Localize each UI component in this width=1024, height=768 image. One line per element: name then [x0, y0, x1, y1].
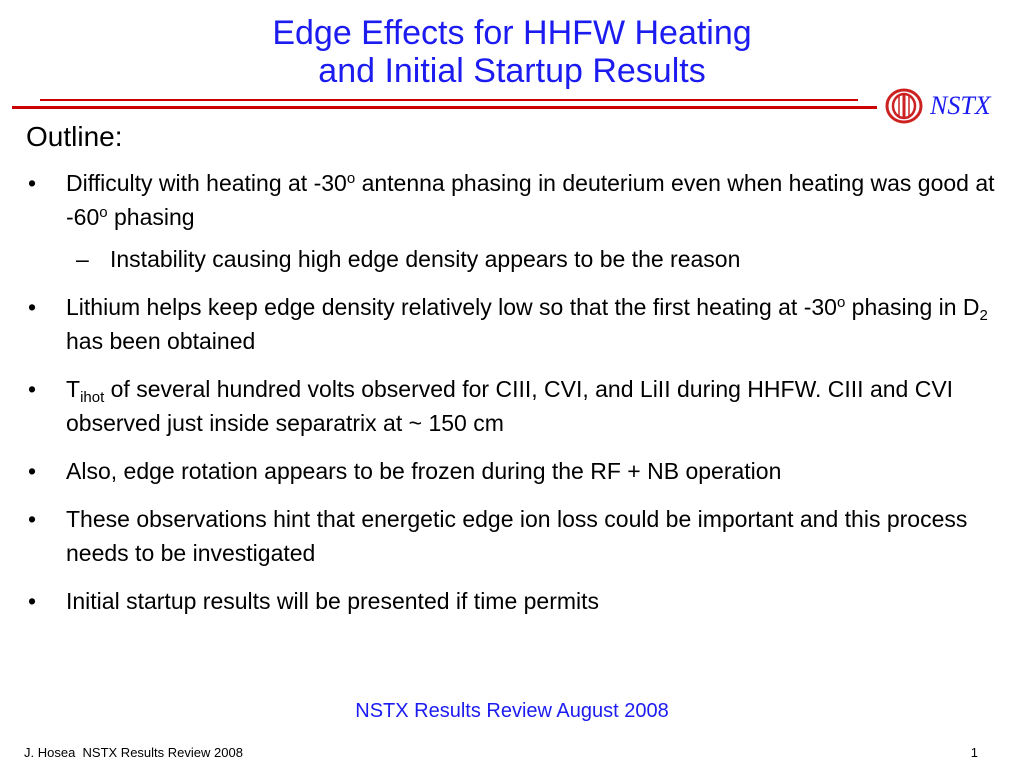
title-underline-bottom [12, 106, 877, 109]
title-underline-top [40, 99, 858, 101]
bullet-marker: • [28, 376, 37, 402]
bullet-text: Lithium helps keep edge density relatively low so that the first heating at -30$^o$ phasing in $D_2$ has been obtained [66, 294, 988, 354]
outline-heading: Outline: [26, 121, 123, 152]
nstx-logo [884, 86, 1014, 126]
bullet-text: These observations hint that energetic edge ion loss could be important and this process needs to be investigated [66, 506, 968, 566]
bullet-text: Initial startup results will be presented if time permits [66, 588, 600, 614]
title-line-2: and Initial Startup Results [318, 52, 706, 90]
bullet-marker: • [28, 458, 37, 484]
bullet-list [24, 166, 999, 632]
bullet-item [24, 290, 999, 358]
sub-bullet-marker: – [76, 246, 89, 272]
bullet-marker: • [28, 588, 37, 614]
bullet-text: Also, edge rotation appears to be frozen during the RF + NB operation [66, 458, 782, 484]
footer-text: J. Hosea NSTX Results Review 2008 [24, 745, 243, 760]
nstx-logo-text: NSTX [930, 91, 991, 120]
bullet-marker: • [28, 294, 37, 320]
bullet-item [24, 502, 999, 570]
title-line-1: Edge Effects for HHFW Heating [272, 14, 752, 52]
bullet-item [24, 454, 999, 488]
review-line: NSTX Results Review August 2008 [355, 700, 669, 722]
bullet-text: Difficulty with heating at -30$^o$ antenna phasing in deuterium even when heating was good at -60$^o$ phasing [66, 170, 995, 230]
bullet-text: $T_{ihot}$ of several hundred volts observed for CIII, CVI, and LiII during HHFW. CIII and CVI observed just inside separatrix at ~ 150 cm [66, 376, 954, 436]
sub-bullet-item [76, 242, 999, 276]
page-number: 1 [970, 745, 978, 760]
slide-title [0, 14, 1024, 90]
nstx-logo-icon [884, 86, 924, 126]
bullet-item [24, 372, 999, 440]
bullet-item [24, 584, 999, 618]
bullet-item [24, 166, 999, 234]
sub-bullet-text: Instability causing high edge density appears to be the reason [110, 246, 741, 272]
bullet-marker: • [28, 170, 37, 196]
bullet-marker: • [28, 506, 37, 532]
